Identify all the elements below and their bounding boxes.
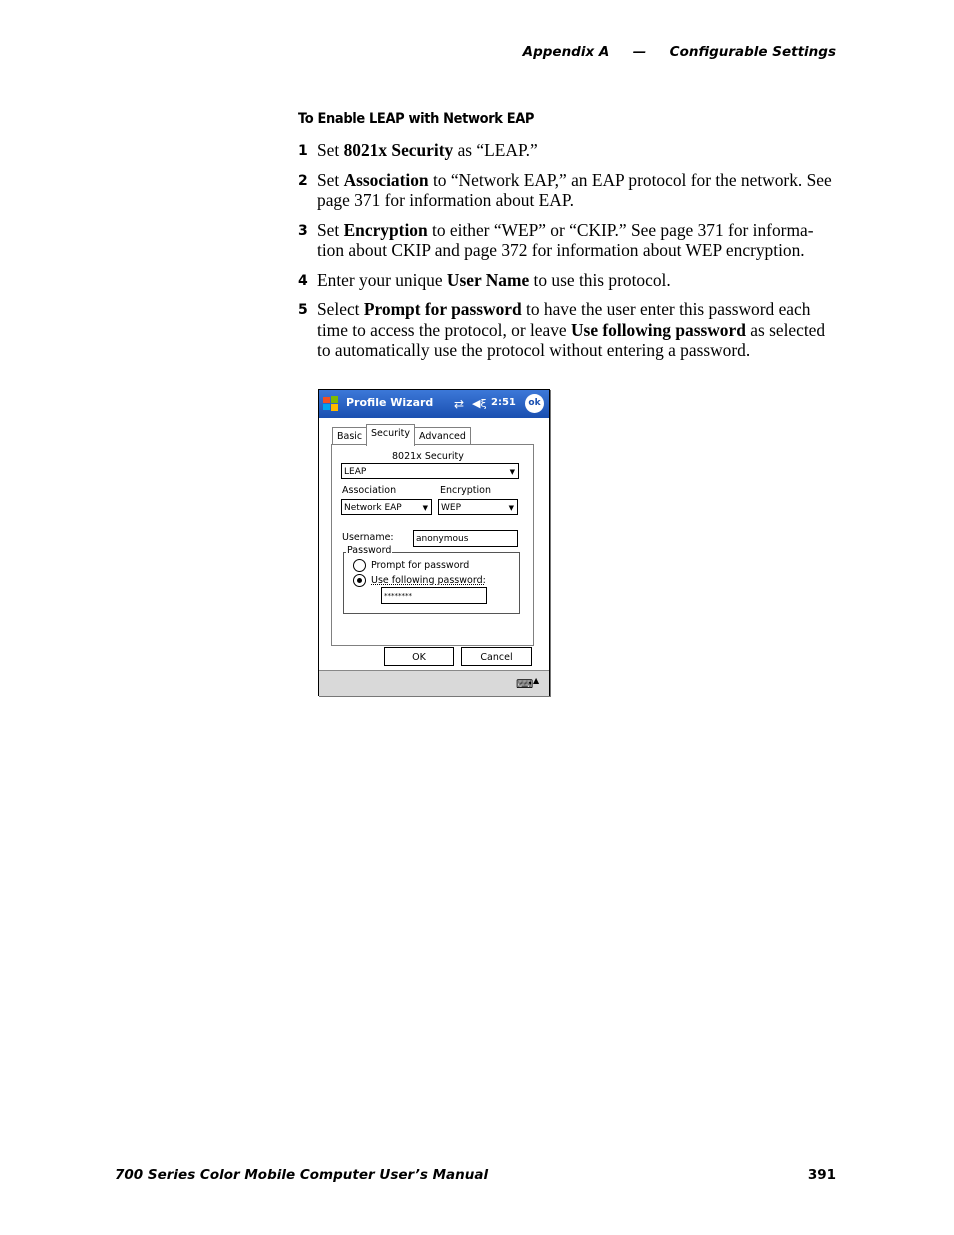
step-text: Set [317, 140, 344, 160]
step-number: 2 [298, 172, 308, 189]
ok-title-button[interactable]: ok [525, 394, 544, 413]
encryption-value: WEP [441, 503, 462, 513]
clock[interactable]: 2:51 [491, 397, 516, 408]
connectivity-icon[interactable]: ⇄ [454, 397, 465, 411]
windows-start-icon[interactable] [322, 395, 340, 413]
association-select[interactable] [341, 499, 432, 515]
step-number: 1 [298, 143, 308, 159]
step-list [298, 140, 838, 370]
step-text: Enter your unique [317, 269, 447, 290]
encryption-select[interactable] [438, 499, 518, 515]
tab-basic[interactable]: Basic [332, 427, 367, 445]
use-password-radio[interactable] [353, 574, 366, 587]
step-2 [298, 170, 838, 211]
step-1 [298, 140, 838, 161]
step-number: 4 [298, 272, 308, 289]
keyboard-icon[interactable]: ⌨ [516, 677, 534, 691]
encryption-label: Encryption [440, 485, 492, 496]
association-label: Association [342, 485, 397, 496]
security-label: 8021x Security [392, 451, 464, 462]
cancel-button[interactable]: Cancel [461, 647, 532, 666]
prompt-password-label[interactable]: Prompt for password [371, 560, 470, 571]
step-text: to use this protocol. [529, 269, 671, 290]
step-number: 5 [298, 302, 308, 318]
step-text: Select [317, 299, 364, 319]
profile-wizard-screenshot [318, 389, 550, 696]
dropdown-arrow-icon: ▼ [422, 504, 428, 512]
security-value: LEAP [344, 467, 367, 477]
use-password-label[interactable]: Use following password: [371, 575, 486, 586]
step-3 [298, 220, 838, 261]
prompt-password-radio[interactable] [353, 559, 366, 572]
step-4 [298, 270, 838, 291]
step-number: 3 [298, 222, 308, 239]
step-text: as selected to automatically use the protocol without entering a password. [317, 319, 826, 360]
username-input[interactable]: anonymous [413, 530, 518, 547]
page-number: 391 [807, 1167, 836, 1183]
setting-name: Encryption [343, 219, 428, 240]
step-text: Set [317, 219, 344, 240]
dropdown-arrow-icon: ▼ [509, 468, 515, 476]
procedure-heading: To Enable LEAP with Network EAP [298, 111, 535, 127]
tab-advanced[interactable]: Advanced [414, 427, 471, 445]
setting-name: 8021x Security [343, 140, 454, 160]
running-header [0, 44, 836, 60]
password-group-label: Password [347, 545, 392, 556]
ok-button[interactable]: OK [384, 647, 454, 666]
step-text: to either “WEP” or “CKIP.” See page 371 for informa-tion about CKIP and page 372 for information about WEP encryption. [317, 219, 814, 260]
step-text: as “LEAP.” [453, 140, 538, 160]
setting-name: Prompt for password [363, 299, 522, 319]
password-input[interactable]: ******** [381, 587, 487, 604]
dropdown-arrow-icon: ▼ [508, 504, 514, 512]
step-text: Set [317, 169, 344, 190]
security-select[interactable] [341, 463, 519, 479]
setting-name: Use following password [571, 319, 746, 340]
manual-title: 700 Series Color Mobile Computer User’s Manual [115, 1167, 489, 1183]
title-bar [319, 390, 549, 418]
input-panel-arrow-icon[interactable]: ▲ [533, 676, 540, 685]
window-title: Profile Wizard [346, 396, 434, 409]
tab-security[interactable]: Security [366, 424, 415, 446]
menu-bar [319, 670, 549, 696]
step-text: to have the user enter this password each time to access the protocol, or leave [317, 299, 811, 340]
header-dash: — [632, 44, 647, 60]
username-label: Username: [342, 532, 394, 543]
appendix-label: Appendix A [522, 44, 610, 60]
association-value: Network EAP [344, 503, 402, 513]
step-5 [298, 299, 838, 361]
volume-icon[interactable]: ◀ξ [472, 397, 487, 410]
step-text: to “Network EAP,” an EAP protocol for the network. See page 371 for information about EAP. [317, 169, 832, 210]
setting-name: Association [343, 169, 429, 190]
section-title: Configurable Settings [669, 44, 836, 60]
setting-name: User Name [446, 269, 530, 290]
